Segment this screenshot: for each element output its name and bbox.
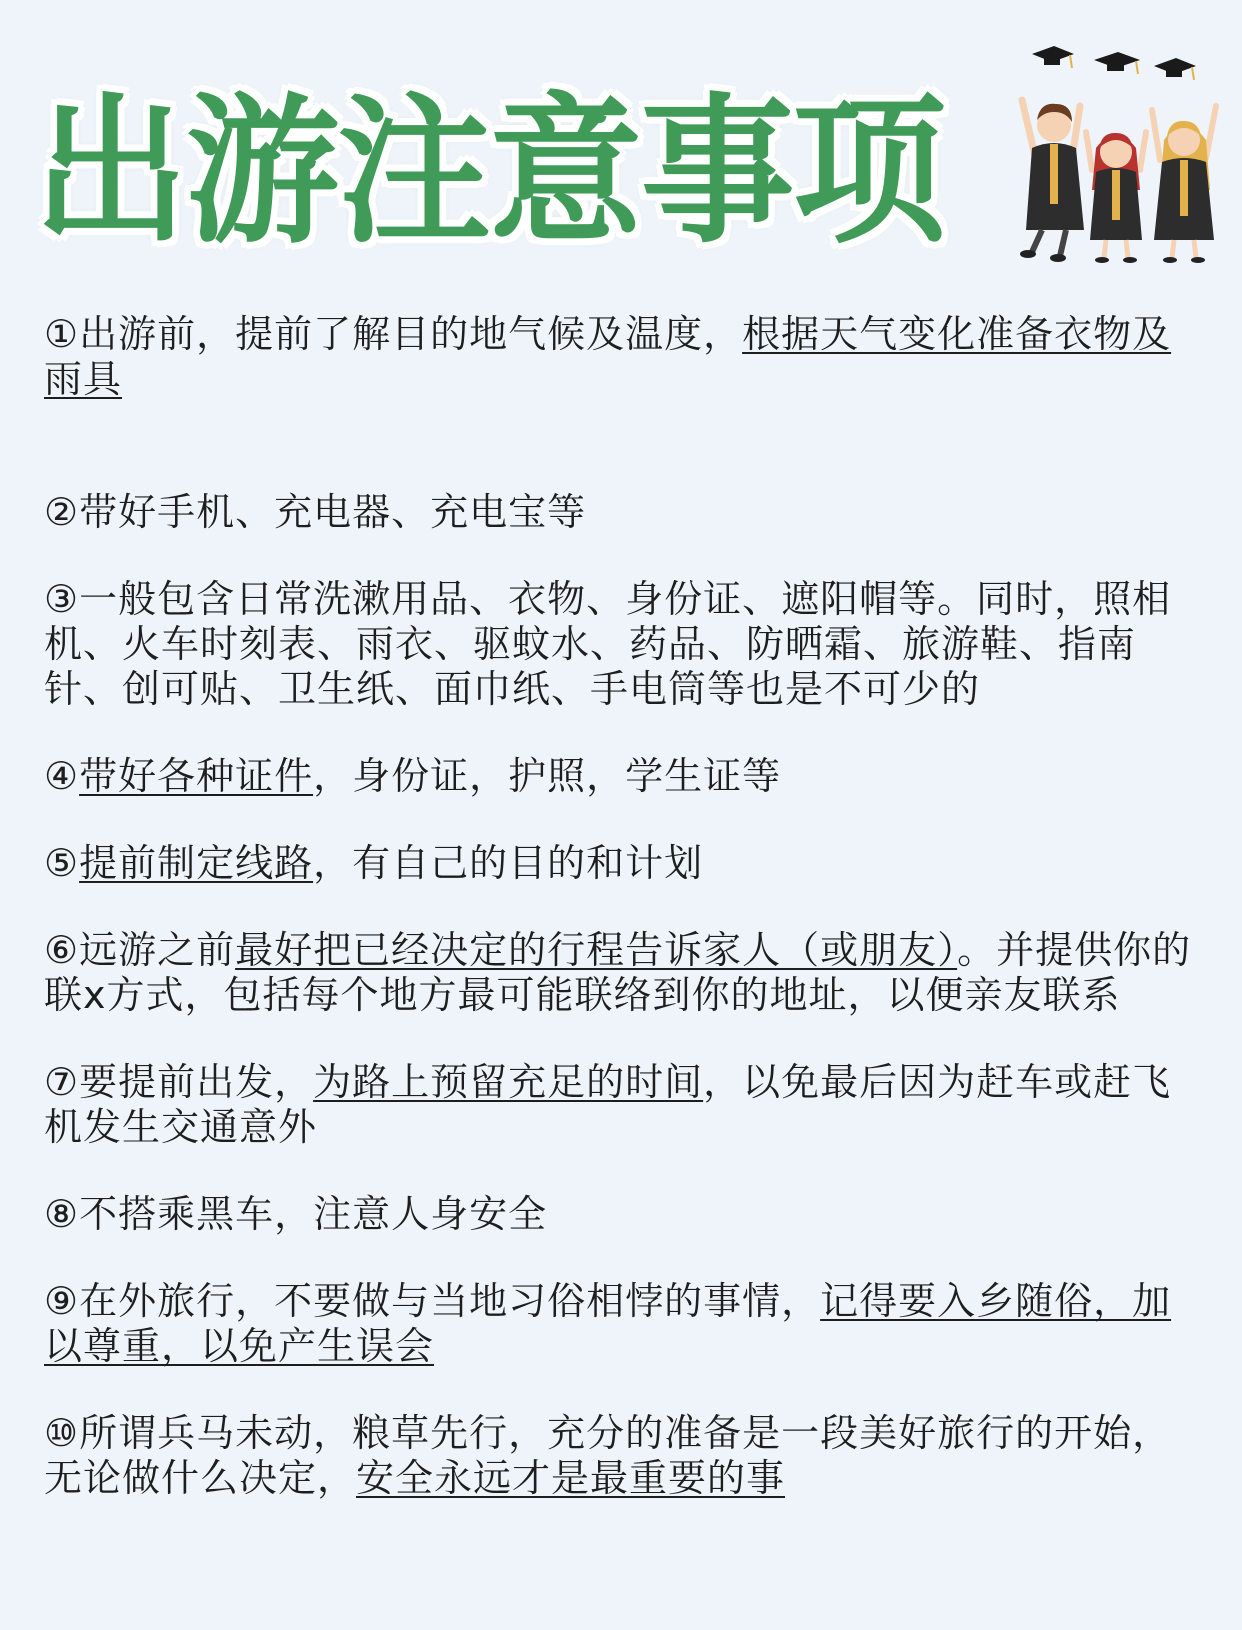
graduation-cap-icon: [1154, 58, 1196, 80]
graduate-girl-red: [1086, 132, 1146, 263]
list-item: [44, 1279, 1204, 1369]
item-text-underlined: 带好各种证件: [79, 754, 314, 798]
item-number: ⑧: [44, 1192, 80, 1236]
list-item: [44, 1411, 1204, 1501]
item-text: 不搭乘黑车，注意人身安全: [79, 1192, 548, 1236]
graduate-girl-blond: [1152, 106, 1216, 263]
item-text: 所谓兵马未动，粮草先行，充分的准备是一段美好旅行的开始，无论做什么决定，: [44, 1411, 1172, 1500]
list-item: [44, 577, 1204, 712]
item-text: 带好手机、充电器、充电宝等: [79, 490, 587, 534]
graduation-cap-icon: [1032, 46, 1074, 68]
list-item: [44, 1060, 1204, 1150]
item-number: ⑨: [44, 1279, 80, 1323]
item-text-underlined: 最好把已经决定的行程告诉家人（或朋友）: [235, 928, 958, 972]
item-text: ，身份证，护照，学生证等: [313, 754, 782, 798]
list-item: [44, 754, 1204, 799]
item-number: ②: [44, 490, 80, 534]
item-text-underlined: 安全永远才是最重要的事: [356, 1456, 786, 1500]
item-text: 一般包含日常洗漱用品、衣物、身份证、遮阳帽等。同时，照相机、火车时刻表、雨衣、驱蚊水、药品、防晒霜、旅游鞋、指南针、创可贴、卫生纸、面巾纸、手电筒等也是不可少的: [44, 577, 1172, 711]
item-text-underlined: 根据天气变化准备衣物及雨具: [44, 312, 1172, 401]
list-item: [44, 312, 1204, 402]
item-number: ⑩: [44, 1411, 80, 1455]
item-text: ，以免最后因为赶车或赶飞机发生交通意外: [44, 1060, 1172, 1149]
item-number: ⑦: [44, 1060, 80, 1104]
item-text-underlined: 记得要入乡随俗，加以尊重，以免产生误会: [44, 1279, 1172, 1368]
item-number: ④: [44, 754, 80, 798]
list-item: [44, 841, 1204, 886]
item-text: ，有自己的目的和计划: [313, 841, 704, 885]
item-number: ①: [44, 312, 80, 356]
list-item: [44, 490, 1204, 535]
item-number: ③: [44, 577, 80, 621]
item-text: 远游之前: [79, 928, 236, 972]
item-text-underlined: 为路上预留充足的时间: [313, 1060, 704, 1104]
list-item: [44, 928, 1204, 1018]
page-title: 出游注意事项: [34, 78, 945, 265]
graduate-boy: [1020, 100, 1084, 262]
item-number: ⑥: [44, 928, 80, 972]
graduates-cheering-illustration: [1014, 40, 1224, 265]
item-text: 要提前出发，: [79, 1060, 314, 1104]
item-number: ⑤: [44, 841, 80, 885]
item-text-underlined: 提前制定线路: [79, 841, 314, 885]
item-text: 出游前，提前了解目的地气候及温度，: [79, 312, 743, 356]
graduation-cap-icon: [1094, 52, 1140, 74]
item-text: 在外旅行，不要做与当地习俗相悖的事情，: [79, 1279, 821, 1323]
list-item: [44, 1192, 1204, 1237]
tips-list: [44, 312, 1204, 1501]
item-text: 。并提供你的联x方式，包括每个地方最可能联络到你的地址，以便亲友联系: [44, 928, 1192, 1017]
